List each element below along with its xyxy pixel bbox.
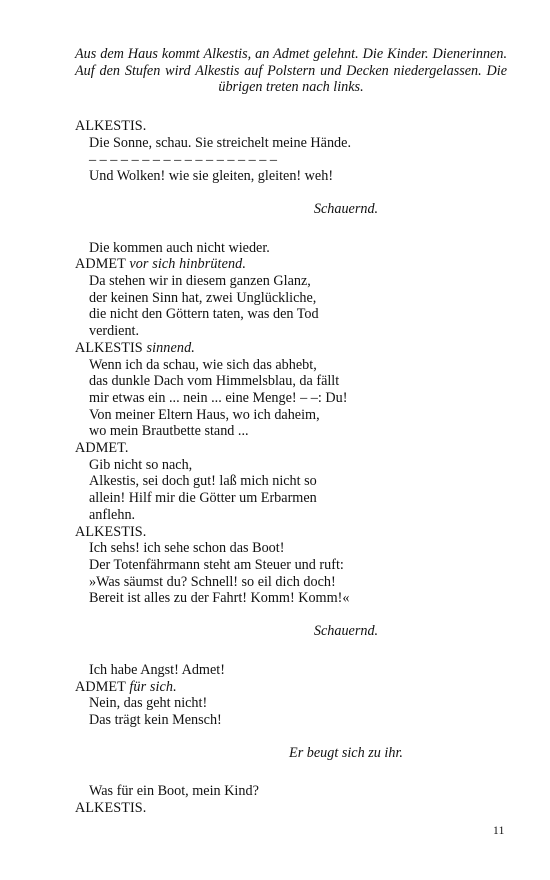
verse-line: – – – – – – – – – – – – – – – – – – [89, 151, 277, 168]
speaker-heading [75, 800, 507, 817]
speech-block [75, 118, 507, 185]
speaker-heading [75, 340, 507, 357]
speaker-name: ALKESTIS. [75, 523, 147, 540]
verse-line: Die kommen auch nicht wieder. [89, 239, 270, 256]
verse-line: Der Totenfährmann steht am Steuer und ruft: [89, 556, 344, 573]
verse-line: wo mein Brautbette stand ... [89, 423, 249, 440]
verse-line: Das trägt kein Mensch! [89, 711, 222, 728]
verse-line: Bereit ist alles zu der Fahrt! Komm! Komm!« [89, 590, 350, 607]
speaker-name: ALKESTIS. [75, 800, 147, 817]
verse-line: »Was säumst du? Schnell! so eil dich doch! [89, 573, 336, 590]
verse-line: Wenn ich da schau, wie sich das abhebt, [89, 356, 317, 373]
speech-block [75, 440, 507, 524]
verse-line: anflehn. [89, 506, 136, 523]
speaker-heading [75, 440, 507, 457]
verse-line: Gib nicht so nach, [89, 456, 193, 473]
speaker-direction: für sich. [129, 678, 177, 695]
speaker-heading [75, 679, 507, 696]
speaker-name: ADMET [75, 256, 126, 273]
verse-line: Nein, das geht nicht! [89, 695, 208, 712]
speaker-name: ALKESTIS [75, 339, 143, 356]
stage-cue: Schauernd. [313, 623, 379, 640]
verse-line: Da stehen wir in diesem ganzen Glanz, [89, 273, 311, 290]
verse-line: Und Wolken! wie sie gleiten, gleiten! weh! [89, 168, 334, 185]
verse-line: verdient. [89, 323, 140, 340]
verse-line: das dunkle Dach vom Himmelsblau, da fällt [89, 373, 340, 390]
verse-line: Ich habe Angst! Admet! [89, 661, 225, 678]
verse-line: Ich sehs! ich sehe schon das Boot! [89, 540, 285, 557]
speaker-direction: vor sich hinbrütend. [129, 256, 247, 273]
speech-block [75, 800, 507, 817]
verse-line: mir etwas ein ... nein ... eine Menge! – –: Du! [89, 389, 348, 406]
page-number: 11 [493, 825, 505, 837]
speaker-direction: sinnend. [146, 339, 195, 356]
dialogue [75, 118, 507, 817]
speech-block [75, 524, 507, 608]
speaker-heading [75, 524, 507, 541]
speech-block [75, 783, 507, 800]
speech-block [75, 340, 507, 440]
verse-line: allein! Hilf mir die Götter um Erbarmen [89, 490, 317, 507]
verse-line: der keinen Sinn hat, zwei Unglückliche, [89, 289, 317, 306]
speaker-heading [75, 256, 507, 273]
verse-line: Von meiner Eltern Haus, wo ich daheim, [89, 406, 320, 423]
verse-line: Alkestis, sei doch gut! laß mich nicht so [89, 473, 317, 490]
speaker-heading [75, 118, 507, 135]
page-body [75, 46, 507, 817]
speaker-name: ADMET [75, 678, 126, 695]
speaker-name: ALKESTIS. [75, 118, 147, 135]
speech-block [75, 240, 507, 257]
speech-block [75, 679, 507, 729]
verse-line: die nicht den Göttern taten, was den Tod [89, 306, 319, 323]
opening-stage-direction: Aus dem Haus kommt Alkestis, an Admet gelehnt. Die Kinder. Dienerinnen. Auf den Stufen wird Alkestis auf Polstern und Decken niedergelassen. Die übrigen treten nach links. [75, 46, 507, 96]
speaker-name: ADMET. [75, 440, 129, 457]
speech-block [75, 662, 507, 679]
stage-cue: Schauernd. [313, 200, 379, 217]
verse-line: Die Sonne, schau. Sie streichelt meine Hände. [89, 134, 351, 151]
stage-cue: Er beugt sich zu ihr. [289, 744, 403, 761]
verse-line: Was für ein Boot, mein Kind? [89, 783, 259, 800]
speech-block [75, 256, 507, 340]
